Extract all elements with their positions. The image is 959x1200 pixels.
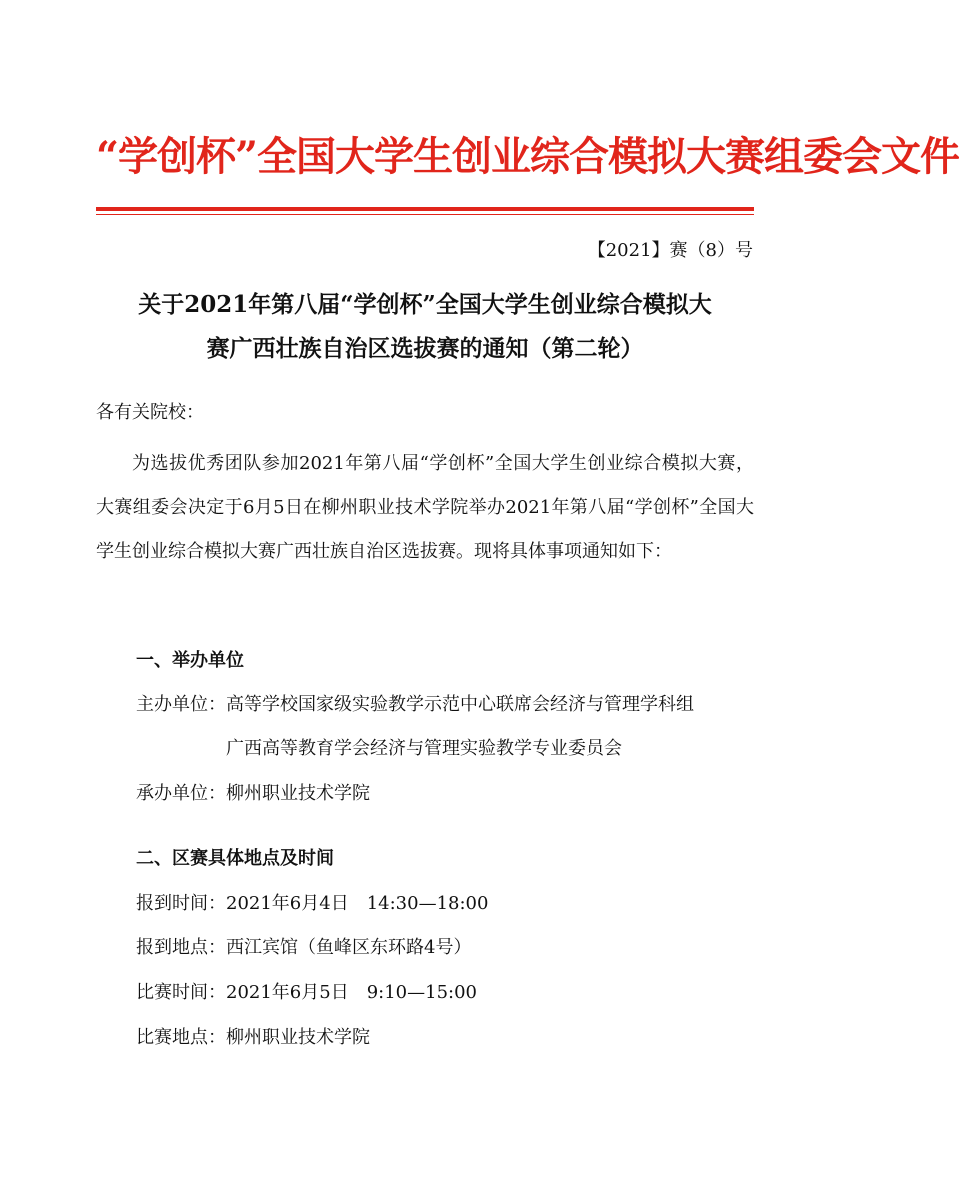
intro-paragraph: 为选拔优秀团队参加2021年第八届“学创杯”全国大学生创业综合模拟大赛，大赛组委会决定于6月5日在柳州职业技术学院举办2021年第八届“学创杯”全国大学生创业综合模拟大赛广西壮族自治区选拔赛。现将具体事项通知如下：	[96, 453, 754, 562]
masthead-title: “学创杯”全国大学生创业综合模拟大赛组委会文件	[96, 133, 959, 180]
notice-title	[96, 283, 754, 371]
match-place: 比赛地点：柳州职业技术学院	[136, 1027, 370, 1048]
host-line-1: 高等学校国家级实验教学示范中心联席会经济与管理学科组	[226, 694, 694, 715]
match-time: 比赛时间：2021年6月5日 9:10—15:00	[136, 982, 478, 1003]
section-heading-organizers: 一、举办单位	[136, 650, 244, 671]
notice-title-line1: 关于2021年第八届“学创杯”全国大学生创业综合模拟大	[138, 291, 712, 318]
notice-title-line2: 赛广西壮族自治区选拔赛的通知（第二轮）	[206, 335, 644, 362]
document-number: 【2021】赛（8）号	[587, 240, 753, 261]
host-line-2: 广西高等教育学会经济与管理实验教学专业委员会	[226, 738, 622, 759]
checkin-time: 报到时间：2021年6月4日 14:30—18:00	[136, 893, 489, 914]
host-label: 主办单位：	[136, 694, 226, 715]
section-heading-time-place: 二、区赛具体地点及时间	[136, 848, 334, 869]
masthead-rule-thin	[96, 214, 754, 215]
masthead-rule-thick	[96, 207, 754, 211]
salutation: 各有关院校：	[96, 402, 204, 423]
organizer-label: 承办单位：	[136, 783, 226, 804]
checkin-place: 报到地点：西江宾馆（鱼峰区东环路4号）	[136, 937, 472, 958]
organizer-name: 柳州职业技术学院	[226, 783, 370, 804]
